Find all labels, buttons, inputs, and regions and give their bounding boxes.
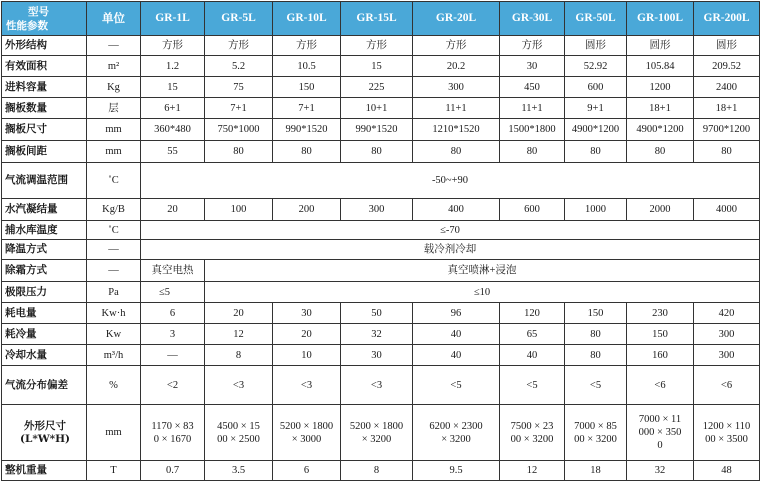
header-model: GR-200L xyxy=(694,2,760,36)
value-cell: 30 xyxy=(500,56,565,77)
value-cell: 12 xyxy=(500,461,565,481)
row-label: 整机重量 xyxy=(2,461,87,481)
merged-value-cell: 真空喷淋+浸泡 xyxy=(205,260,760,282)
row-unit: m² xyxy=(87,56,141,77)
value-cell: 96 xyxy=(413,303,500,324)
value-cell: 48 xyxy=(694,461,760,481)
value-cell: 50 xyxy=(341,303,413,324)
value-cell: 2000 xyxy=(627,199,694,221)
value-cell: <6 xyxy=(627,366,694,405)
header-model: GR-30L xyxy=(500,2,565,36)
header-row xyxy=(2,2,760,36)
value-cell: 18+1 xyxy=(627,98,694,119)
value-cell: 3.5 xyxy=(205,461,273,481)
value-cell: <5 xyxy=(413,366,500,405)
value-cell: <5 xyxy=(565,366,627,405)
header-unit: 单位 xyxy=(87,2,141,36)
row-label: 耗冷量 xyxy=(2,324,87,345)
first-model-value: 真空电热 xyxy=(141,260,205,282)
value-cell: 30 xyxy=(273,303,341,324)
value-cell: 7000 × 11 000 × 350 0 xyxy=(627,405,694,461)
value-cell: 150 xyxy=(565,303,627,324)
value-cell: — xyxy=(141,345,205,366)
value-cell: 方形 xyxy=(273,36,341,56)
value-cell: 450 xyxy=(500,77,565,98)
value-cell: 18 xyxy=(565,461,627,481)
header-model: GR-1L xyxy=(141,2,205,36)
value-cell: 300 xyxy=(694,324,760,345)
value-cell: 3 xyxy=(141,324,205,345)
row-label: 极限压力 xyxy=(2,282,87,303)
value-cell: 1210*1520 xyxy=(413,119,500,141)
row-dimension xyxy=(2,405,760,461)
value-cell: 225 xyxy=(341,77,413,98)
value-cell: 75 xyxy=(205,77,273,98)
value-cell: 5200 × 1800 × 3000 xyxy=(273,405,341,461)
row-area xyxy=(2,56,760,77)
value-cell: <3 xyxy=(341,366,413,405)
row-label: 气流调温范围 xyxy=(2,163,87,199)
row-label: 搁板间距 xyxy=(2,141,87,163)
value-cell: 方形 xyxy=(500,36,565,56)
value-cell: 0.7 xyxy=(141,461,205,481)
row-weight xyxy=(2,461,760,481)
row-label: 降温方式 xyxy=(2,240,87,260)
value-cell: 40 xyxy=(413,324,500,345)
value-cell: 4500 × 15 00 × 2500 xyxy=(205,405,273,461)
row-unit: Kw xyxy=(87,324,141,345)
value-cell: 420 xyxy=(694,303,760,324)
value-cell: 圆形 xyxy=(627,36,694,56)
row-label: 外形结构 xyxy=(2,36,87,56)
value-cell: 160 xyxy=(627,345,694,366)
value-cell: 750*1000 xyxy=(205,119,273,141)
row-deviation xyxy=(2,366,760,405)
row-water xyxy=(2,345,760,366)
value-cell: 300 xyxy=(341,199,413,221)
row-unit: % xyxy=(87,366,141,405)
value-cell: 10.5 xyxy=(273,56,341,77)
value-cell: 15 xyxy=(341,56,413,77)
row-label: 有效面积 xyxy=(2,56,87,77)
value-cell: 10+1 xyxy=(341,98,413,119)
value-cell: 6+1 xyxy=(141,98,205,119)
row-unit: 层 xyxy=(87,98,141,119)
row-label: 外形尺寸(L*W*H) xyxy=(2,405,87,461)
row-cooling_load xyxy=(2,324,760,345)
row-power xyxy=(2,303,760,324)
value-cell: 7500 × 23 00 × 3200 xyxy=(500,405,565,461)
value-cell: 方形 xyxy=(413,36,500,56)
value-cell: 30 xyxy=(341,345,413,366)
merged-value-cell: 载冷剂冷却 xyxy=(141,240,760,260)
value-cell: 300 xyxy=(413,77,500,98)
row-trap_temp xyxy=(2,221,760,240)
value-cell: 方形 xyxy=(205,36,273,56)
row-unit: Kg xyxy=(87,77,141,98)
value-cell: 80 xyxy=(694,141,760,163)
value-cell: 20 xyxy=(273,324,341,345)
value-cell: 80 xyxy=(413,141,500,163)
row-air_temp xyxy=(2,163,760,199)
value-cell: 5.2 xyxy=(205,56,273,77)
value-cell: 80 xyxy=(565,345,627,366)
value-cell: 80 xyxy=(565,141,627,163)
row-label: 除霜方式 xyxy=(2,260,87,282)
value-cell: 52.92 xyxy=(565,56,627,77)
value-cell: 11+1 xyxy=(500,98,565,119)
value-cell: 20.2 xyxy=(413,56,500,77)
row-unit: Kw·h xyxy=(87,303,141,324)
corner-param-label: 性能参数 xyxy=(6,19,48,32)
value-cell: 40 xyxy=(413,345,500,366)
value-cell: 7+1 xyxy=(273,98,341,119)
value-cell: 120 xyxy=(500,303,565,324)
value-cell: 1200 × 110 00 × 3500 xyxy=(694,405,760,461)
value-cell: 6 xyxy=(141,303,205,324)
merged-value-cell: -50~+90 xyxy=(141,163,760,199)
value-cell: 32 xyxy=(341,324,413,345)
row-unit: m³/h xyxy=(87,345,141,366)
value-cell: 80 xyxy=(205,141,273,163)
merged-value-cell: ≤-70 xyxy=(141,221,760,240)
value-cell: 80 xyxy=(565,324,627,345)
value-cell: 1200 xyxy=(627,77,694,98)
row-capacity xyxy=(2,77,760,98)
row-defrost xyxy=(2,260,760,282)
value-cell: 11+1 xyxy=(413,98,500,119)
value-cell: 5200 × 1800 × 3200 xyxy=(341,405,413,461)
value-cell: <3 xyxy=(205,366,273,405)
value-cell: 40 xyxy=(500,345,565,366)
value-cell: 400 xyxy=(413,199,500,221)
value-cell: 100 xyxy=(205,199,273,221)
value-cell: 990*1520 xyxy=(341,119,413,141)
value-cell: 1170 × 83 0 × 1670 xyxy=(141,405,205,461)
row-unit: ˚C xyxy=(87,221,141,240)
value-cell: 7+1 xyxy=(205,98,273,119)
row-pressure xyxy=(2,282,760,303)
value-cell: 990*1520 xyxy=(273,119,341,141)
value-cell: 8 xyxy=(205,345,273,366)
value-cell: 1000 xyxy=(565,199,627,221)
row-label: 耗电量 xyxy=(2,303,87,324)
value-cell: <6 xyxy=(694,366,760,405)
value-cell: 32 xyxy=(627,461,694,481)
value-cell: 150 xyxy=(627,324,694,345)
spec-table xyxy=(1,1,760,481)
value-cell: 6200 × 2300 × 3200 xyxy=(413,405,500,461)
row-label: 水汽凝结量 xyxy=(2,199,87,221)
value-cell: 200 xyxy=(273,199,341,221)
value-cell: 2400 xyxy=(694,77,760,98)
row-label: 搁板尺寸 xyxy=(2,119,87,141)
value-cell: 20 xyxy=(205,303,273,324)
value-cell: 15 xyxy=(141,77,205,98)
row-label: 搁板数量 xyxy=(2,98,87,119)
value-cell: 方形 xyxy=(341,36,413,56)
corner-model-label: 型号 xyxy=(28,5,49,18)
value-cell: 18+1 xyxy=(694,98,760,119)
value-cell: 209.52 xyxy=(694,56,760,77)
value-cell: 600 xyxy=(565,77,627,98)
value-cell: <5 xyxy=(500,366,565,405)
row-unit: T xyxy=(87,461,141,481)
row-layers xyxy=(2,98,760,119)
row-unit: — xyxy=(87,36,141,56)
value-cell: 360*480 xyxy=(141,119,205,141)
row-unit: mm xyxy=(87,405,141,461)
value-cell: 方形 xyxy=(141,36,205,56)
value-cell: <3 xyxy=(273,366,341,405)
value-cell: 4000 xyxy=(694,199,760,221)
header-model: GR-100L xyxy=(627,2,694,36)
header-model: GR-5L xyxy=(205,2,273,36)
value-cell: 230 xyxy=(627,303,694,324)
value-cell: <2 xyxy=(141,366,205,405)
row-unit: ˚C xyxy=(87,163,141,199)
value-cell: 105.84 xyxy=(627,56,694,77)
value-cell: 1500*1800 xyxy=(500,119,565,141)
value-cell: 150 xyxy=(273,77,341,98)
value-cell: 10 xyxy=(273,345,341,366)
first-model-value: ≤5 xyxy=(141,282,205,303)
header-model: GR-10L xyxy=(273,2,341,36)
value-cell: 圆形 xyxy=(694,36,760,56)
row-cooling_method xyxy=(2,240,760,260)
value-cell: 300 xyxy=(694,345,760,366)
header-corner xyxy=(2,2,87,36)
value-cell: 圆形 xyxy=(565,36,627,56)
value-cell: 80 xyxy=(341,141,413,163)
row-shelf_gap xyxy=(2,141,760,163)
value-cell: 9.5 xyxy=(413,461,500,481)
row-unit: Kg/B xyxy=(87,199,141,221)
row-unit: mm xyxy=(87,119,141,141)
value-cell: 9+1 xyxy=(565,98,627,119)
value-cell: 55 xyxy=(141,141,205,163)
value-cell: 20 xyxy=(141,199,205,221)
value-cell: 600 xyxy=(500,199,565,221)
row-shelf_size xyxy=(2,119,760,141)
value-cell: 4900*1200 xyxy=(565,119,627,141)
row-label: 进料容量 xyxy=(2,77,87,98)
value-cell: 6 xyxy=(273,461,341,481)
row-label: 捕水库温度 xyxy=(2,221,87,240)
row-unit: — xyxy=(87,260,141,282)
value-cell: 4900*1200 xyxy=(627,119,694,141)
header-model: GR-20L xyxy=(413,2,500,36)
merged-value-cell: ≤10 xyxy=(205,282,760,303)
value-cell: 80 xyxy=(500,141,565,163)
value-cell: 7000 × 85 00 × 3200 xyxy=(565,405,627,461)
value-cell: 1.2 xyxy=(141,56,205,77)
value-cell: 80 xyxy=(273,141,341,163)
row-label: 冷却水量 xyxy=(2,345,87,366)
row-unit: — xyxy=(87,240,141,260)
header-model: GR-15L xyxy=(341,2,413,36)
header-model: GR-50L xyxy=(565,2,627,36)
value-cell: 80 xyxy=(627,141,694,163)
row-shape xyxy=(2,36,760,56)
row-unit: Pa xyxy=(87,282,141,303)
value-cell: 12 xyxy=(205,324,273,345)
row-unit: mm xyxy=(87,141,141,163)
value-cell: 8 xyxy=(341,461,413,481)
row-label: 气流分布偏差 xyxy=(2,366,87,405)
row-vapor xyxy=(2,199,760,221)
value-cell: 65 xyxy=(500,324,565,345)
value-cell: 9700*1200 xyxy=(694,119,760,141)
